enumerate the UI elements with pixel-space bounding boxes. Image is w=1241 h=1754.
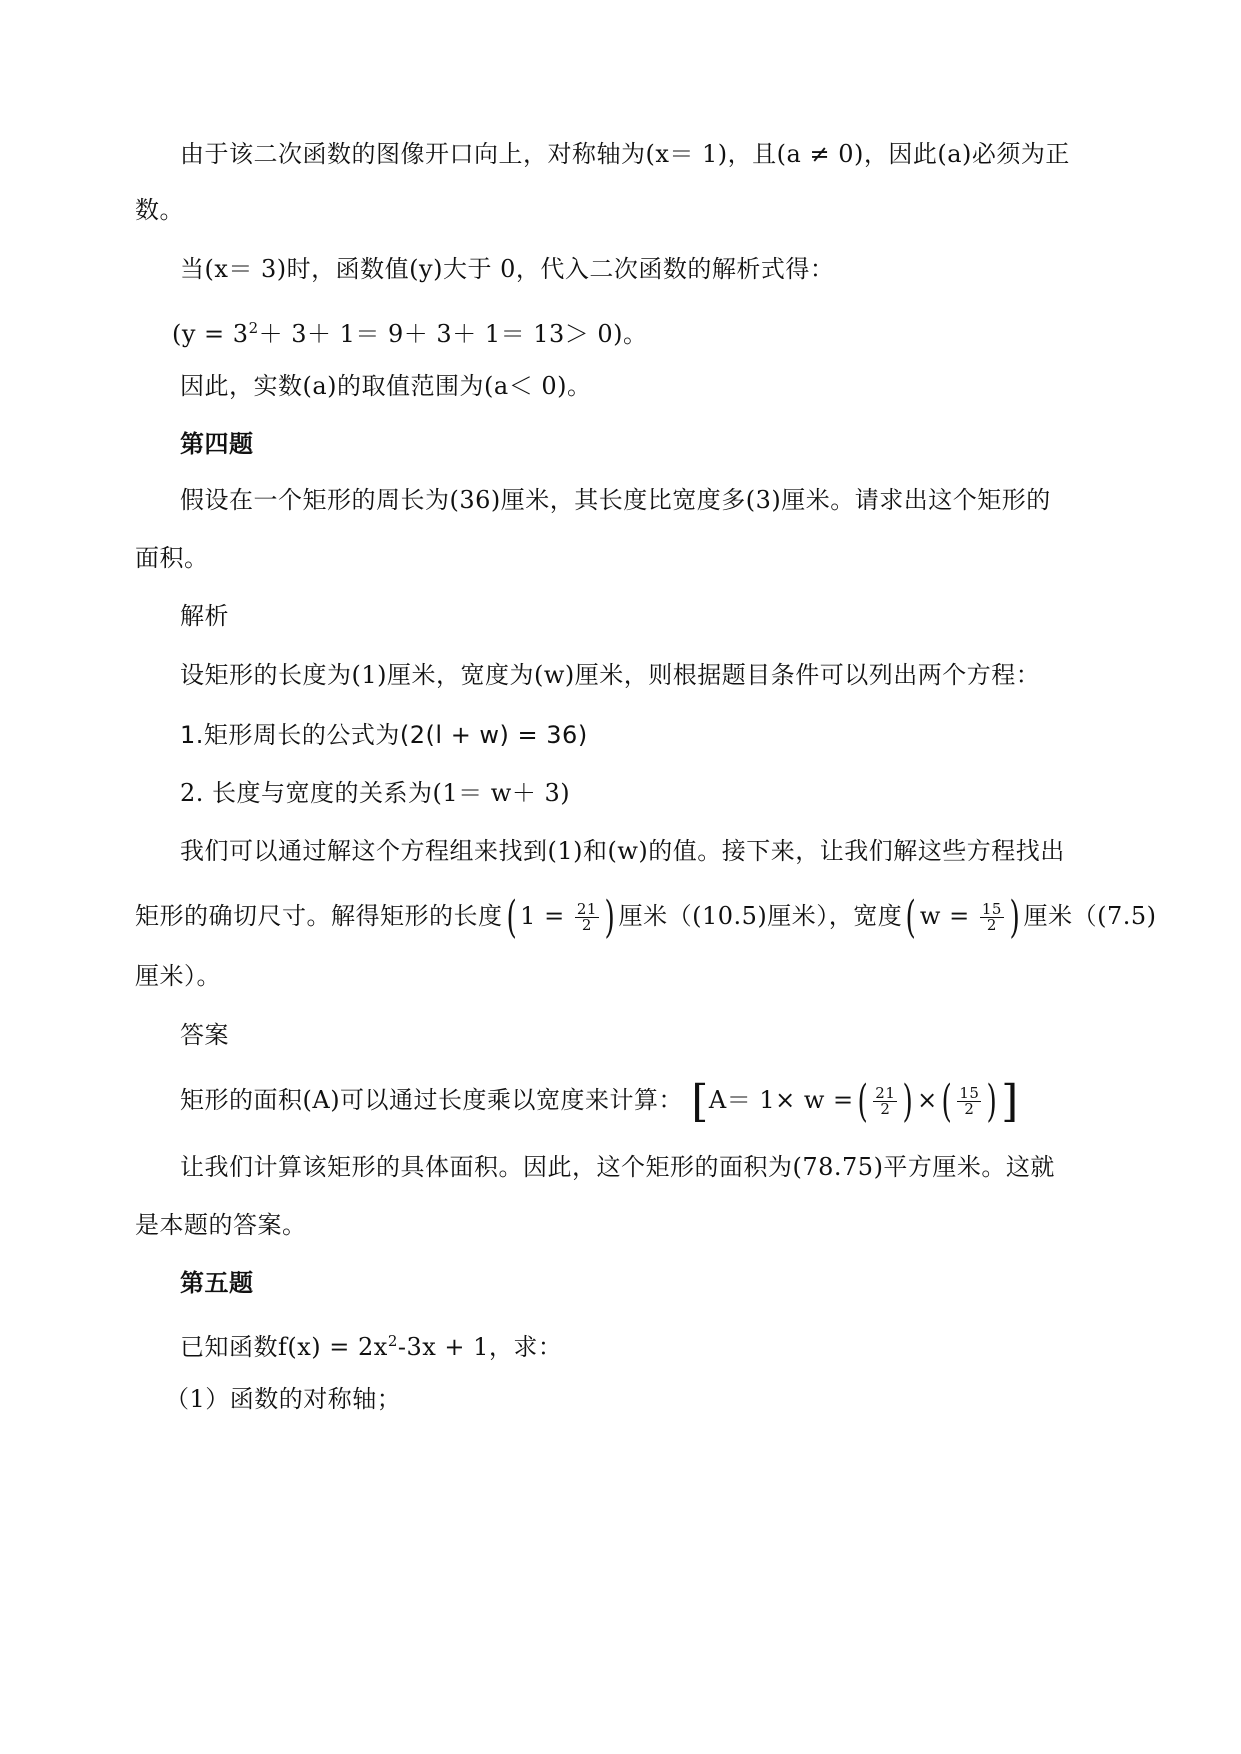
paragraph-line bbox=[180, 1075, 1019, 1127]
fraction bbox=[873, 1086, 897, 1117]
right-paren: ) bbox=[1009, 891, 1021, 943]
paragraph-line: 因此，实数(a)的取值范围为(a＜ 0)。 bbox=[180, 372, 592, 400]
right-paren: ) bbox=[604, 891, 616, 943]
list-item: 2. 长度与宽度的关系为(1＝ w＋ 3) bbox=[180, 779, 571, 807]
subheading: 答案 bbox=[180, 1021, 229, 1049]
fraction-denominator: 2 bbox=[964, 1100, 975, 1118]
subheading: 解析 bbox=[180, 602, 229, 630]
paragraph-line: 假设在一个矩形的周长为(36)厘米，其长度比宽度多(3)厘米。请求出这个矩形的 bbox=[180, 486, 1051, 514]
right-paren: ) bbox=[986, 1075, 998, 1127]
text-span: 厘米（(10.5)厘米），宽度 bbox=[618, 902, 903, 930]
right-paren: ) bbox=[902, 1075, 914, 1127]
section-heading: 第五题 bbox=[180, 1269, 254, 1297]
fraction bbox=[957, 1086, 981, 1117]
paragraph-line: 厘米）。 bbox=[135, 962, 221, 990]
superscript: 2 bbox=[387, 1332, 398, 1350]
fraction-denominator: 2 bbox=[581, 916, 592, 934]
fraction bbox=[575, 902, 599, 933]
left-paren: ( bbox=[857, 1075, 868, 1127]
paragraph-line: 当(x＝ 3)时，函数值(y)大于 0，代入二次函数的解析式得： bbox=[180, 255, 835, 283]
paragraph-line: 让我们计算该矩形的具体面积。因此，这个矩形的面积为(78.75)平方厘米。这就 bbox=[180, 1153, 1055, 1181]
fraction-denominator: 2 bbox=[880, 1100, 891, 1118]
math-text: A＝ 1× w = bbox=[708, 1086, 854, 1114]
math-text: -3x + 1，求： bbox=[397, 1333, 563, 1361]
paragraph-line: 由于该二次函数的图像开口向上，对称轴为(x＝ 1)，且(a ≠ 0)，因此(a)必须为正 bbox=[180, 140, 1070, 168]
text-span: 矩形的确切尺寸。解得矩形的长度 bbox=[135, 902, 503, 930]
text-span: 厘米（(7.5) bbox=[1023, 902, 1157, 930]
section-heading: 第四题 bbox=[180, 430, 254, 458]
math-text: w = bbox=[919, 902, 978, 930]
math-text: 已知函数f(x) = 2x bbox=[180, 1333, 388, 1361]
fraction-numerator: 21 bbox=[875, 1084, 896, 1102]
paragraph-line: 数。 bbox=[135, 196, 184, 224]
fraction-numerator: 21 bbox=[576, 900, 597, 918]
equation-line bbox=[172, 313, 648, 349]
left-paren: ( bbox=[941, 1075, 952, 1127]
equation-text: (y = 3 bbox=[172, 320, 249, 348]
list-item: （1）函数的对称轴； bbox=[165, 1385, 402, 1413]
fraction bbox=[980, 902, 1004, 933]
paragraph-line bbox=[135, 891, 1157, 943]
list-item: 1.矩形周长的公式为(2(l + w) = 36) bbox=[180, 721, 588, 749]
paragraph-line bbox=[180, 1326, 562, 1362]
paragraph-line: 我们可以通过解这个方程组来找到(1)和(w)的值。接下来，让我们解这些方程找出 bbox=[180, 837, 1065, 865]
left-paren: ( bbox=[506, 891, 517, 943]
paragraph-line: 设矩形的长度为(1)厘米，宽度为(w)厘米，则根据题目条件可以列出两个方程： bbox=[180, 661, 1041, 689]
times-sign: × bbox=[917, 1086, 938, 1114]
left-paren: ( bbox=[905, 891, 917, 943]
paragraph-line: 是本题的答案。 bbox=[135, 1211, 307, 1239]
math-text: 1 = bbox=[520, 902, 573, 930]
fraction-numerator: 15 bbox=[981, 900, 1002, 918]
fraction-denominator: 2 bbox=[986, 916, 997, 934]
equation-text: ＋ 3＋ 1＝ 9＋ 3＋ 1＝ 13＞ 0)。 bbox=[258, 320, 648, 348]
superscript: 2 bbox=[248, 319, 259, 337]
fraction-numerator: 15 bbox=[959, 1084, 980, 1102]
text-span: 矩形的面积(A)可以通过长度乘以宽度来计算： bbox=[180, 1086, 684, 1114]
paragraph-line: 面积。 bbox=[135, 544, 209, 572]
right-bracket: ] bbox=[1001, 1075, 1019, 1127]
left-bracket: [ bbox=[691, 1075, 709, 1127]
